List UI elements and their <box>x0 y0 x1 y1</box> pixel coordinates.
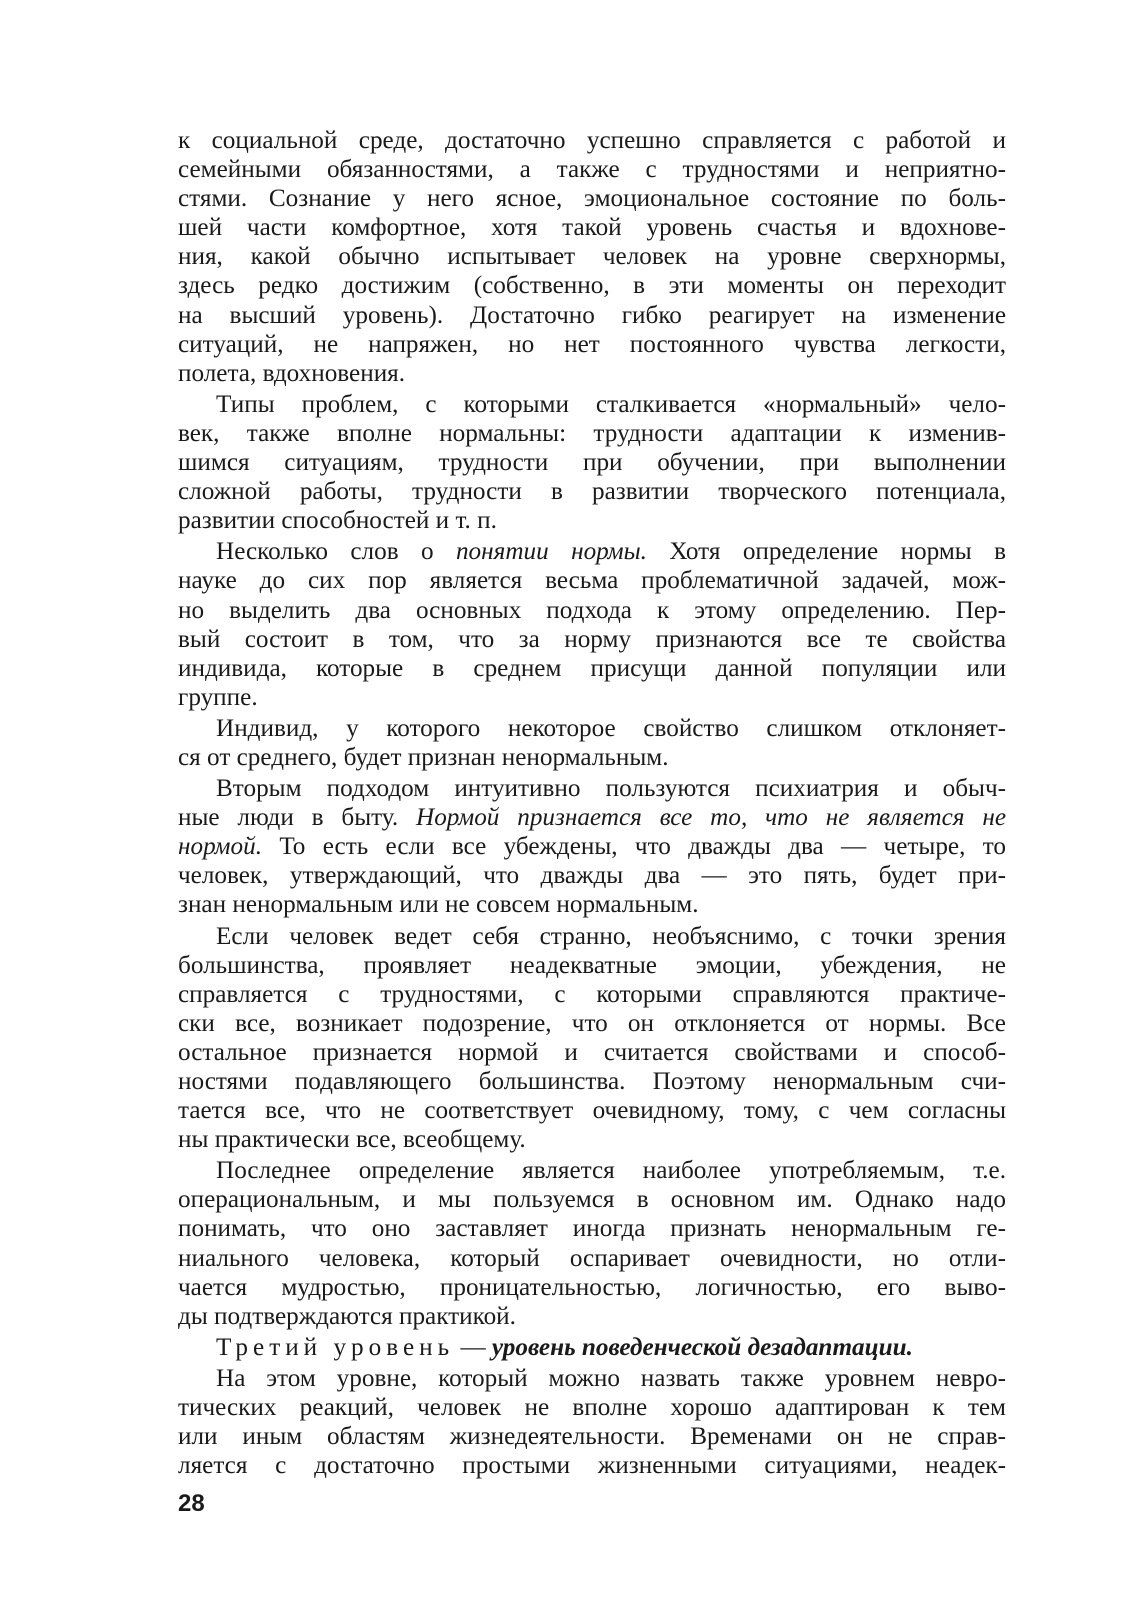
text-line: ситуаций, не напряжен, но нет постоянного чувства легкости, <box>178 330 1006 358</box>
text-line: ся от среднего, будет признан ненормальным. <box>178 743 669 771</box>
text-line: чается мудростью, проницательностью, логичностью, его выво- <box>178 1273 1006 1301</box>
text-line: ды подтверждаются практикой. <box>178 1302 516 1330</box>
text-line: полета, вдохновения. <box>178 359 406 387</box>
text-line: ляется с достаточно простыми жизненными ситуациями, неадек- <box>178 1452 1006 1480</box>
text-segment: Хотя определение нормы в <box>646 538 1006 566</box>
text-line: Типы проблем, с которыми сталкивается «нормальный» чело- <box>216 390 1006 418</box>
text-line: справляется с трудностями, с которыми справляются практиче- <box>178 980 1006 1008</box>
text-line: или иным областям жизнедеятельности. Временами он не справ- <box>178 1423 1006 1451</box>
text-line: знан ненормальным или не совсем нормальным. <box>178 891 699 919</box>
text-line: ностями подавляющего большинства. Поэтому ненормальным счи- <box>178 1068 1006 1095</box>
text-line: индивида, которые в среднем присущи данной популяции или <box>178 654 1006 682</box>
text-line: Вторым подходом интуитивно пользуются психиатрия и обыч- <box>216 775 1006 803</box>
text-line: на высший уровень). Достаточно гибко реагирует на изменение <box>178 301 1006 329</box>
page-number: 28 <box>178 1490 205 1517</box>
text-segment: ные люди в быту. <box>178 804 417 832</box>
text-line: сложной работы, трудности в развитии творческого потенциала, <box>178 478 1006 506</box>
text-line: шимся ситуациям, трудности при обучении, при выполнении <box>178 449 1006 477</box>
text-line: ны практически все, всеобщему. <box>178 1126 526 1154</box>
text-line: На этом уровне, который можно назвать также уровнем невро- <box>216 1364 1006 1392</box>
text-line: Индивид, у которого некоторое свойство слишком отклоняет- <box>216 714 1006 742</box>
text-line: ниального человека, который оспаривает очевидности, но отли- <box>178 1244 1006 1272</box>
text-line: развитии способностей и т. п. <box>178 507 497 535</box>
text-line: остальное признается нормой и считается свойствами и способ- <box>178 1038 1006 1066</box>
italic-phrase: нормой. <box>178 833 262 861</box>
text-line <box>178 832 1006 861</box>
text-line: ски все, возникает подозрение, что он отклоняется от нормы. Все <box>178 1009 1006 1037</box>
italic-phrase: Нормой признается все то, что не является не <box>416 804 1007 832</box>
text-line: операциональным, и мы пользуемся в основном им. Однако надо <box>178 1186 1006 1214</box>
text-line: шей части комфортное, хотя такой уровень счастья и вдохнове- <box>178 214 1006 242</box>
section-heading-line <box>178 1333 1006 1362</box>
text-line: Если человек ведет себя странно, необъяснимо, с точки зрения <box>216 922 1006 950</box>
text-line: стями. Сознание у него ясное, эмоциональное состояние по боль- <box>178 185 1006 213</box>
text-line: вый состоит в том, что за норму признаются все те свойства <box>178 625 1006 653</box>
text-line <box>178 803 1006 832</box>
text-line: ния, какой обычно испытывает человек на уровне сверхнормы, <box>178 243 1006 271</box>
text-line: науке до сих пор является весьма проблематичной задачей, мож- <box>178 567 1006 595</box>
italic-term: понятии нормы. <box>455 538 647 566</box>
text-line: семейными обязанностями, а также с трудностями и неприятно- <box>178 156 1006 184</box>
text-line <box>178 537 1006 566</box>
text-line: здесь редко достижим (собственно, в эти моменты он переходит <box>178 272 1006 300</box>
page-body <box>178 126 1006 1480</box>
text-line: группе. <box>178 683 258 711</box>
bold-italic-term: уровень поведенческой дезадаптации. <box>491 1333 913 1361</box>
text-line: век, также вполне нормальны: трудности адаптации к изменив- <box>178 419 1006 447</box>
spaced-heading: Третий уровень <box>216 1333 455 1361</box>
text-line: человек, утверждающий, что дважды два — это пять, будет при- <box>178 862 1006 890</box>
text-line: тических реакций, человек не вполне хорошо адаптирован к тем <box>178 1394 1006 1422</box>
text-line: но выделить два основных подхода к этому определению. Пер- <box>178 596 1006 624</box>
text-line: большинства, проявляет неадекватные эмоции, убеждения, не <box>178 951 1006 979</box>
text-line: к социальной среде, достаточно успешно справляется с работой и <box>178 127 1006 154</box>
text-segment: То есть если все убеждены, что дважды два — четыре, то <box>262 833 1006 861</box>
text-line: тается все, что не соответствует очевидному, тому, с чем согласны <box>178 1097 1006 1125</box>
text-segment: Несколько слов о <box>216 538 456 566</box>
text-line: понимать, что оно заставляет иногда признать ненормальным ге- <box>178 1215 1006 1243</box>
text-segment: — <box>454 1333 492 1361</box>
text-line: Последнее определение является наиболее употребляемым, т.е. <box>216 1157 1006 1185</box>
